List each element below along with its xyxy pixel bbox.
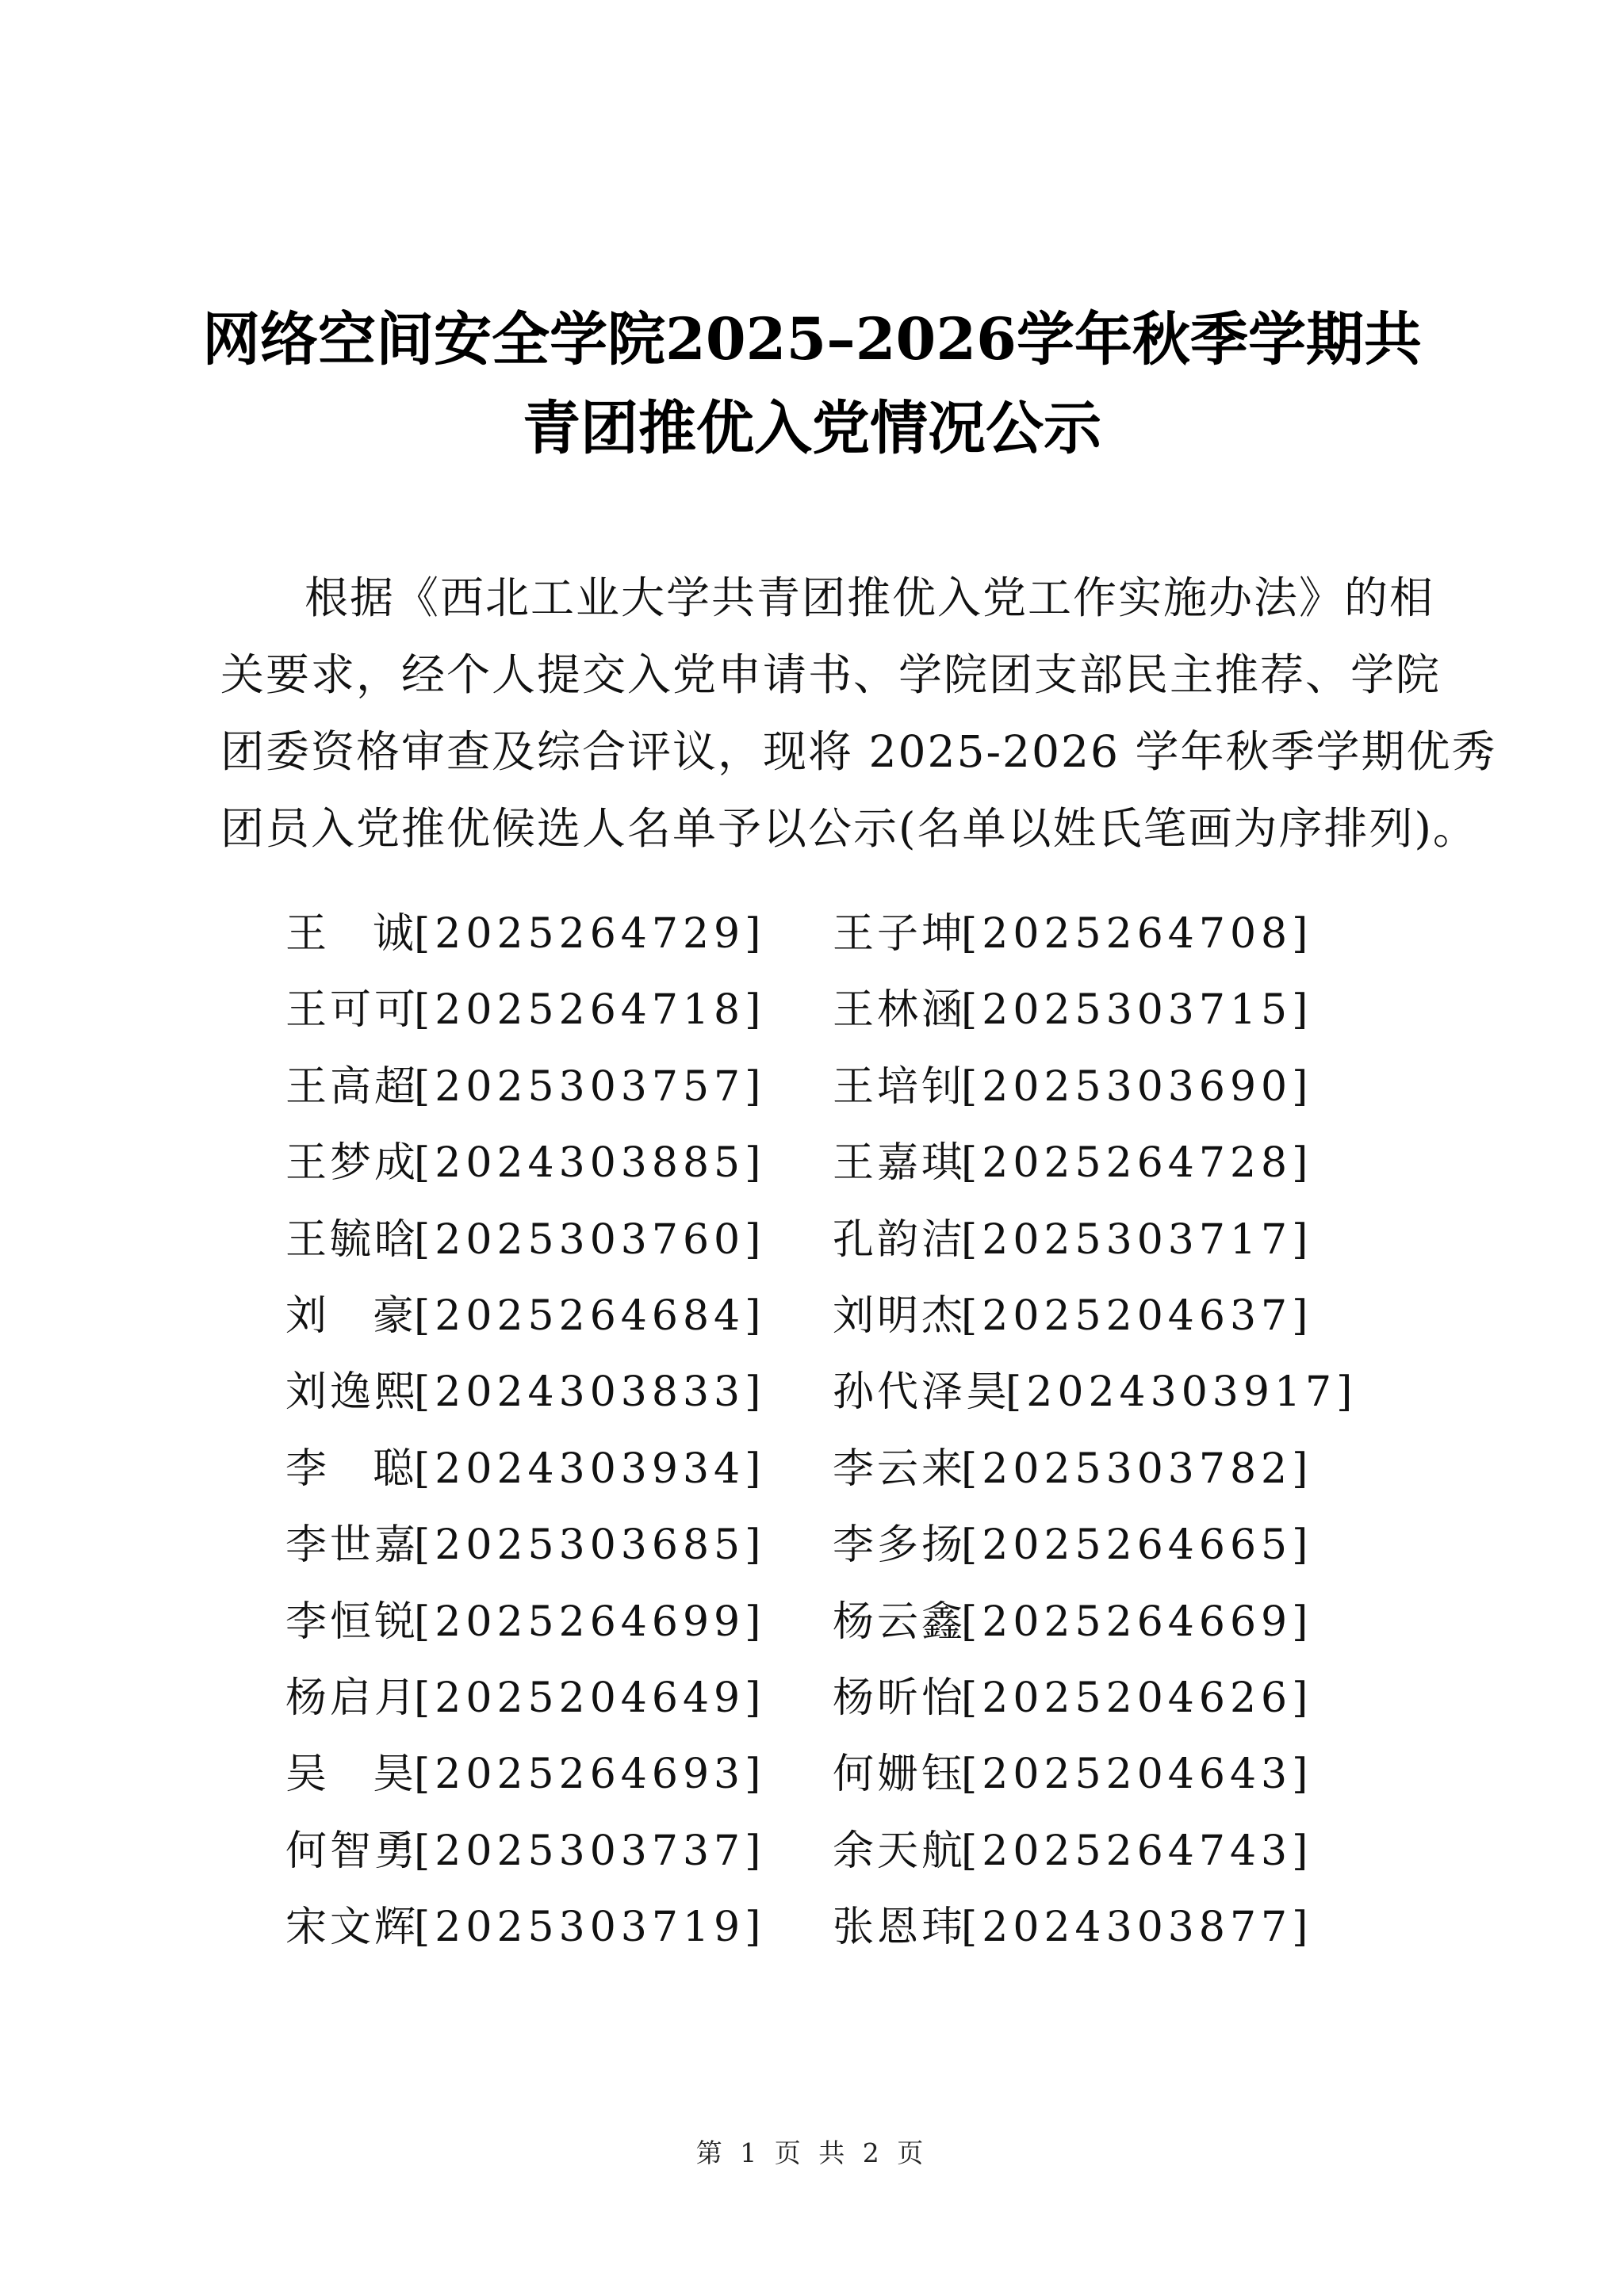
candidate-list — [285, 896, 1396, 1965]
candidate-row — [285, 1278, 1396, 1354]
candidate-row — [285, 1125, 1396, 1201]
candidate-entry — [833, 1431, 1312, 1507]
candidate-entry — [285, 1278, 765, 1354]
candidate-entry — [285, 1354, 765, 1430]
candidate-name: 孙代泽昊 — [833, 1368, 1011, 1417]
candidate-student-id: [2025303782] — [961, 1445, 1313, 1493]
candidate-entry — [833, 896, 1312, 972]
candidate-student-id: [2025264708] — [961, 910, 1313, 958]
candidate-name: 宋文辉 — [285, 1904, 419, 1952]
candidate-student-id: [2025303690] — [961, 1062, 1313, 1111]
candidate-entry — [833, 1736, 1312, 1812]
candidate-name: 王梦成 — [285, 1139, 419, 1188]
candidate-row — [285, 896, 1396, 972]
candidate-name: 何智勇 — [285, 1827, 419, 1875]
candidate-row — [285, 972, 1396, 1048]
announcement-paragraph — [220, 560, 1497, 867]
candidate-student-id: [2025264699] — [414, 1598, 766, 1646]
document-title — [159, 295, 1465, 473]
candidate-name: 刘逸熙 — [285, 1368, 419, 1417]
candidate-student-id: [2024303917] — [1005, 1368, 1358, 1417]
candidate-entry — [833, 972, 1312, 1048]
candidate-name: 刘明杰 — [833, 1292, 967, 1340]
candidate-name: 吴昊 — [285, 1751, 414, 1799]
candidate-name: 张恩玮 — [833, 1904, 967, 1952]
candidate-entry — [833, 1202, 1312, 1278]
candidate-entry — [833, 1507, 1312, 1583]
candidate-row — [285, 1202, 1396, 1278]
candidate-entry — [285, 1660, 765, 1736]
candidate-student-id: [2024303885] — [414, 1139, 766, 1188]
candidate-student-id: [2025303757] — [414, 1062, 766, 1111]
candidate-entry — [285, 1049, 765, 1125]
candidate-row — [285, 1889, 1396, 1965]
candidate-row — [285, 1507, 1396, 1583]
candidate-student-id: [2025303737] — [414, 1827, 766, 1875]
candidate-entry — [833, 1354, 1357, 1430]
candidate-entry — [833, 1660, 1312, 1736]
candidate-entry — [285, 1889, 765, 1965]
candidate-student-id: [2025204643] — [961, 1751, 1313, 1799]
candidate-name: 李多扬 — [833, 1521, 967, 1570]
candidate-student-id: [2024303833] — [414, 1368, 766, 1417]
candidate-name: 王子坤 — [833, 910, 967, 958]
candidate-name: 王林涵 — [833, 986, 967, 1035]
candidate-entry — [833, 1813, 1312, 1889]
candidate-row — [285, 1431, 1396, 1507]
candidate-student-id: [2025264743] — [961, 1827, 1313, 1875]
candidate-student-id: [2025264665] — [961, 1521, 1313, 1570]
candidate-entry — [833, 1049, 1312, 1125]
candidate-name: 余天航 — [833, 1827, 967, 1875]
candidate-row — [285, 1584, 1396, 1660]
candidate-entry — [285, 1736, 765, 1812]
candidate-entry — [833, 1278, 1312, 1354]
candidate-row — [285, 1736, 1396, 1812]
candidate-student-id: [2024303877] — [961, 1904, 1313, 1952]
candidate-name: 杨云鑫 — [833, 1598, 967, 1646]
candidate-entry — [833, 1125, 1312, 1201]
candidate-student-id: [2025303715] — [961, 986, 1313, 1035]
candidate-name: 王诚 — [285, 910, 414, 958]
candidate-entry — [285, 1584, 765, 1660]
candidate-name: 孔韵洁 — [833, 1215, 967, 1264]
candidate-entry — [285, 1125, 765, 1201]
candidate-student-id: [2025264718] — [414, 986, 766, 1035]
candidate-entry — [833, 1584, 1312, 1660]
candidate-student-id: [2025264729] — [414, 910, 766, 958]
candidate-entry — [285, 1431, 765, 1507]
candidate-row — [285, 1354, 1396, 1430]
candidate-name: 李世嘉 — [285, 1521, 419, 1570]
candidate-row — [285, 1049, 1396, 1125]
candidate-student-id: [2025204626] — [961, 1674, 1313, 1722]
candidate-name: 何姗钰 — [833, 1751, 967, 1799]
candidate-name: 杨昕怡 — [833, 1674, 967, 1722]
candidate-entry — [833, 1889, 1312, 1965]
candidate-name: 李云来 — [833, 1445, 967, 1493]
candidate-student-id: [2025204637] — [961, 1292, 1313, 1340]
candidate-name: 李聪 — [285, 1445, 414, 1493]
paragraph-line-1: 根据《西北工业大学共青团推优入党工作实施办法》的相 — [304, 572, 1435, 623]
candidate-entry — [285, 1507, 765, 1583]
candidate-name: 王毓晗 — [285, 1215, 419, 1264]
candidate-student-id: [2025264669] — [961, 1598, 1313, 1646]
candidate-student-id: [2025303719] — [414, 1904, 766, 1952]
candidate-entry — [285, 896, 765, 972]
title-line-2: 青团推优入党情况公示 — [523, 394, 1101, 462]
candidate-student-id: [2025264728] — [961, 1139, 1313, 1188]
candidate-name: 刘豪 — [285, 1292, 414, 1340]
candidate-entry — [285, 972, 765, 1048]
candidate-student-id: [2024303934] — [414, 1445, 766, 1493]
candidate-student-id: [2025264693] — [414, 1751, 766, 1799]
candidate-student-id: [2025303685] — [414, 1521, 766, 1570]
paragraph-line-2: 关要求，经个人提交入党申请书、学院团支部民主推荐、学院 — [220, 649, 1442, 700]
candidate-name: 王可可 — [285, 986, 419, 1035]
candidate-row — [285, 1813, 1396, 1889]
candidate-name: 王嘉琪 — [833, 1139, 967, 1188]
candidate-name: 王高超 — [285, 1062, 419, 1111]
candidate-entry — [285, 1813, 765, 1889]
candidate-name: 杨启月 — [285, 1674, 419, 1722]
candidate-name: 李恒锐 — [285, 1598, 419, 1646]
page-footer: 第 1 页 共 2 页 — [695, 2137, 929, 2168]
candidate-row — [285, 1660, 1396, 1736]
candidate-student-id: [2025204649] — [414, 1674, 766, 1722]
candidate-student-id: [2025303717] — [961, 1215, 1313, 1264]
candidate-student-id: [2025303760] — [414, 1215, 766, 1264]
candidate-entry — [285, 1202, 765, 1278]
paragraph-line-3: 团委资格审查及综合评议，现将 2025-2026 学年秋季学期优秀 — [220, 726, 1497, 777]
title-line-1: 网络空间安全学院2025–2026学年秋季学期共 — [202, 305, 1422, 373]
candidate-student-id: [2025264684] — [414, 1292, 766, 1340]
candidate-name: 王培钊 — [833, 1062, 967, 1111]
paragraph-line-4: 团员入党推优候选人名单予以公示(名单以姓氏笔画为序排列)。 — [220, 803, 1478, 854]
